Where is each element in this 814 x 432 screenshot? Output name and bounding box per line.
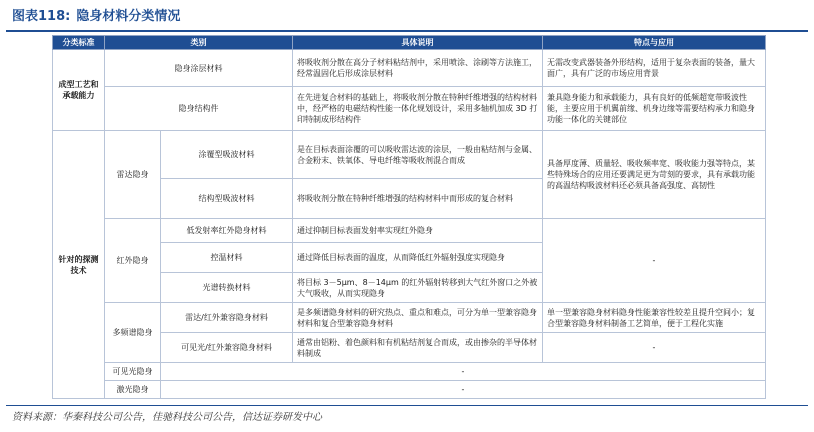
table-row xyxy=(53,50,766,87)
description-cell: 通过抑制目标表面发射率实现红外隐身 xyxy=(293,219,543,243)
category-cell: 光谱转换材料 xyxy=(161,273,293,303)
description-cell: 将吸收剂分散在特种纤维增强的结构材料中而形成的复合材料 xyxy=(293,179,543,219)
figure-title-text: 隐身材料分类情况 xyxy=(76,9,181,24)
table-row xyxy=(53,219,766,243)
category-cell: 隐身涂层材料 xyxy=(105,50,293,87)
figure-label: 图表118: xyxy=(12,9,71,24)
dimension-cell: 针对的探测技术 xyxy=(53,131,105,399)
table-row xyxy=(53,131,766,179)
description-cell: 是多频谱隐身材料的研究热点、重点和难点，可分为单一型兼容隐身材料和复合型兼容隐身材料 xyxy=(293,303,543,333)
category-cell: 低发射率红外隐身材料 xyxy=(161,219,293,243)
header-feature: 特点与应用 xyxy=(543,36,766,50)
category-cell: 雷达/红外兼容隐身材料 xyxy=(161,303,293,333)
group-cell: 可见光隐身 xyxy=(105,363,161,381)
title-rule xyxy=(6,30,808,32)
source-rule xyxy=(6,405,808,406)
dimension-cell: 成型工艺和承载能力 xyxy=(53,50,105,131)
group-cell: 雷达隐身 xyxy=(105,131,161,219)
group-cell: 多频谱隐身 xyxy=(105,303,161,363)
description-cell: 通常由铝粉、着色颜料和有机粘结剂复合而成，或由掺杂的半导体材料制成 xyxy=(293,333,543,363)
group-cell: 激光隐身 xyxy=(105,381,161,399)
classification-table xyxy=(52,35,766,399)
category-cell: 涂覆型吸波材料 xyxy=(161,131,293,179)
merged-cell: - xyxy=(161,363,766,381)
feature-cell: 单一型兼容隐身材料隐身性能兼容性较差且提升空间小；复合型兼容隐身材料制备工艺简单，便于工程化实施 xyxy=(543,303,766,333)
description-cell: 在先进复合材料的基础上，将吸收剂分散在特种纤维增强的结构材料中，经严格的电磁结构性能一体化规划设计，采用多轴机加成 3D 打印特制成形结构件 xyxy=(293,87,543,131)
header-category: 类别 xyxy=(105,36,293,50)
description-cell: 将目标 3－5μm、8－14μm 的红外辐射转移到大气红外窗口之外被大气吸收，从而实现隐身 xyxy=(293,273,543,303)
figure-title xyxy=(12,6,186,28)
table-row xyxy=(53,303,766,333)
description-cell: 将吸收剂分散在高分子材料粘结剂中，采用喷涂、涂刷等方法施工，经常温固化后形成涂层材料 xyxy=(293,50,543,87)
header-classification-standard: 分类标准 xyxy=(53,36,105,50)
category-cell: 隐身结构件 xyxy=(105,87,293,131)
table-row xyxy=(53,87,766,131)
table-header-row xyxy=(53,36,766,50)
feature-cell: - xyxy=(543,333,766,363)
category-cell: 结构型吸波材料 xyxy=(161,179,293,219)
feature-cell: 兼具隐身能力和承载能力，具有良好的低频超宽带吸波性能，主要应用于机翼前缘、机身边缘等需要结构承力和隐身功能一体化的关键部位 xyxy=(543,87,766,131)
description-cell: 是在目标表面涂覆的可以吸收雷达波的涂层，一般由粘结剂与金属、合金粉末、铁氧体、导电纤维等吸收剂混合而成 xyxy=(293,131,543,179)
table-row xyxy=(53,381,766,399)
feature-cell: - xyxy=(543,219,766,303)
figure-source: 资料来源：华秦科技公司公告，佳驰科技公司公告，信达证券研发中心 xyxy=(12,412,322,423)
header-description: 具体说明 xyxy=(293,36,543,50)
feature-cell: 具备厚度薄、质量轻、吸收频率宽、吸收能力强等特点，某些特殊场合的应用还要满足更为苛刻的要求，具有承载功能的高温结构吸波材料还必须具备高强度、高韧性 xyxy=(543,131,766,219)
table-row xyxy=(53,363,766,381)
category-cell: 控温材料 xyxy=(161,243,293,273)
category-cell: 可见光/红外兼容隐身材料 xyxy=(161,333,293,363)
group-cell: 红外隐身 xyxy=(105,219,161,303)
description-cell: 通过降低目标表面的温度，从而降低红外辐射强度实现隐身 xyxy=(293,243,543,273)
feature-cell: 无需改变武器装备外形结构，适用于复杂表面的装备，量大面广，具有广泛的市场应用背景 xyxy=(543,50,766,87)
merged-cell: - xyxy=(161,381,766,399)
